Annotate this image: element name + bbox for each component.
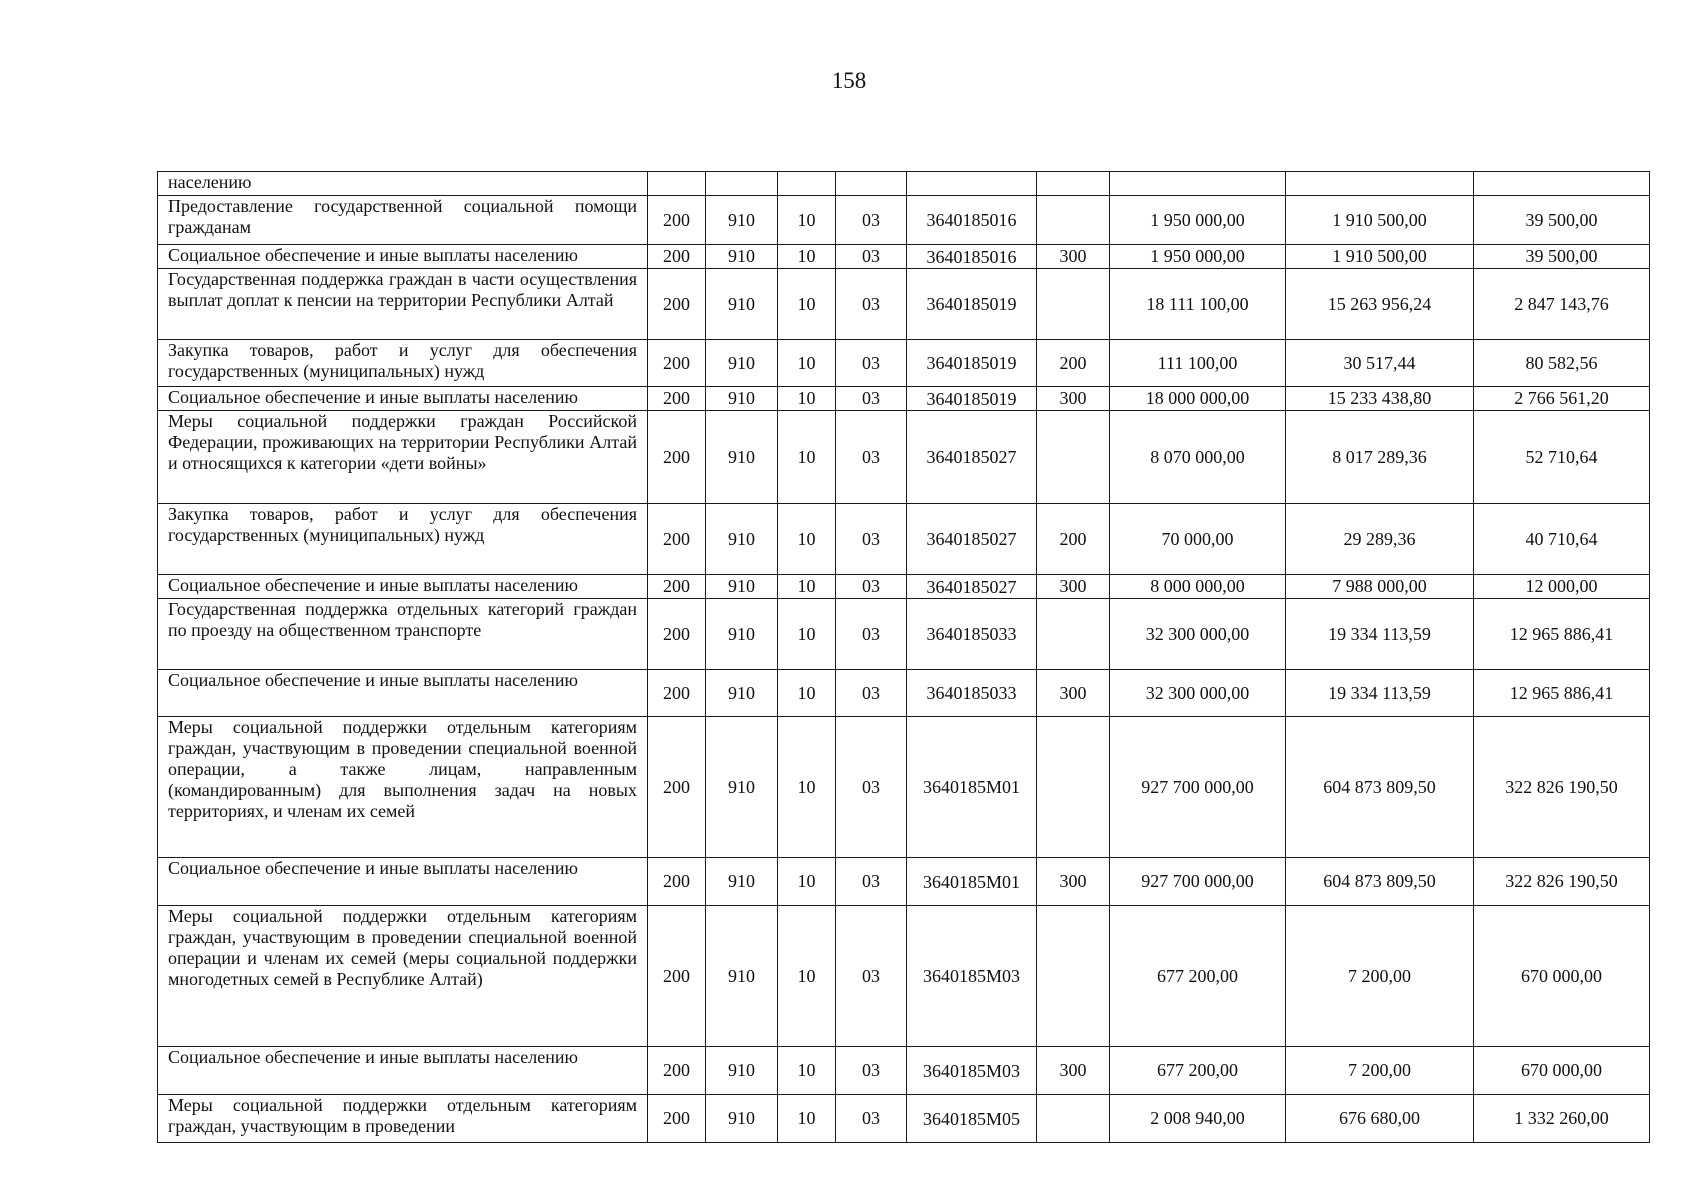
value-assigned: 1 950 000,00 <box>1110 196 1286 245</box>
code-section: 10 <box>778 717 836 858</box>
table-row <box>158 504 1650 575</box>
value-assigned: 927 700 000,00 <box>1110 858 1286 906</box>
value-assigned: 2 008 940,00 <box>1110 1095 1286 1143</box>
value-remaining: 2 847 143,76 <box>1474 269 1650 340</box>
value-assigned: 677 200,00 <box>1110 1047 1286 1095</box>
value-remaining: 322 826 190,50 <box>1474 717 1650 858</box>
code-section: 10 <box>778 906 836 1047</box>
code-admin: 200 <box>648 717 706 858</box>
code-expense-type <box>1037 1095 1110 1143</box>
table-row <box>158 575 1650 599</box>
code-department: 910 <box>706 245 778 269</box>
table-row <box>158 1095 1650 1143</box>
row-description: Меры социальной поддержки отдельным категориям граждан, участвующим в проведении специальной военной операции и членам их семей (меры социальной поддержки многодетных семей в Республике Алтай) <box>158 906 648 1047</box>
code-department: 910 <box>706 670 778 717</box>
code-section: 10 <box>778 411 836 504</box>
code-target-article: 3640185027 <box>907 575 1037 599</box>
code-subsection: 03 <box>836 575 907 599</box>
value-assigned: 32 300 000,00 <box>1110 599 1286 670</box>
code-target-article: 3640185016 <box>907 196 1037 245</box>
value-remaining <box>1474 172 1650 196</box>
code-admin <box>648 172 706 196</box>
code-target-article <box>907 172 1037 196</box>
row-description: Государственная поддержка отдельных категорий граждан по проезду на общественном транспорте <box>158 599 648 670</box>
code-department: 910 <box>706 269 778 340</box>
code-expense-type <box>1037 599 1110 670</box>
code-department: 910 <box>706 599 778 670</box>
value-assigned: 927 700 000,00 <box>1110 717 1286 858</box>
value-executed: 29 289,36 <box>1286 504 1474 575</box>
code-subsection: 03 <box>836 599 907 670</box>
value-executed <box>1286 172 1474 196</box>
code-expense-type: 300 <box>1037 387 1110 411</box>
code-department: 910 <box>706 196 778 245</box>
value-remaining: 40 710,64 <box>1474 504 1650 575</box>
code-target-article: 3640185033 <box>907 670 1037 717</box>
code-expense-type: 200 <box>1037 340 1110 387</box>
code-admin: 200 <box>648 269 706 340</box>
code-subsection: 03 <box>836 717 907 858</box>
code-expense-type: 300 <box>1037 858 1110 906</box>
row-description: Меры социальной поддержки отдельным категориям граждан, участвующим в проведении специальной военной операции, а также лицам, направленным (командированным) для выполнения задач на новых территориях, и членам их семей <box>158 717 648 858</box>
code-admin: 200 <box>648 1095 706 1143</box>
code-expense-type <box>1037 906 1110 1047</box>
value-assigned: 677 200,00 <box>1110 906 1286 1047</box>
value-executed: 15 233 438,80 <box>1286 387 1474 411</box>
value-executed: 7 988 000,00 <box>1286 575 1474 599</box>
value-executed: 604 873 809,50 <box>1286 858 1474 906</box>
code-department: 910 <box>706 717 778 858</box>
code-department: 910 <box>706 858 778 906</box>
code-target-article: 3640185M03 <box>907 1047 1037 1095</box>
code-subsection: 03 <box>836 1047 907 1095</box>
code-admin: 200 <box>648 387 706 411</box>
code-department: 910 <box>706 575 778 599</box>
value-remaining: 1 332 260,00 <box>1474 1095 1650 1143</box>
code-department: 910 <box>706 504 778 575</box>
code-subsection: 03 <box>836 196 907 245</box>
row-description: населению <box>158 172 648 196</box>
value-executed: 30 517,44 <box>1286 340 1474 387</box>
code-section: 10 <box>778 504 836 575</box>
code-expense-type: 300 <box>1037 575 1110 599</box>
value-remaining: 12 965 886,41 <box>1474 599 1650 670</box>
value-executed: 19 334 113,59 <box>1286 670 1474 717</box>
table-row <box>158 670 1650 717</box>
code-expense-type: 300 <box>1037 1047 1110 1095</box>
code-section: 10 <box>778 1047 836 1095</box>
value-assigned <box>1110 172 1286 196</box>
code-subsection: 03 <box>836 387 907 411</box>
code-section: 10 <box>778 387 836 411</box>
code-section: 10 <box>778 269 836 340</box>
value-executed: 1 910 500,00 <box>1286 196 1474 245</box>
code-subsection <box>836 172 907 196</box>
row-description: Социальное обеспечение и иные выплаты населению <box>158 1047 648 1095</box>
table-row <box>158 340 1650 387</box>
code-target-article: 3640185019 <box>907 269 1037 340</box>
code-target-article: 3640185M01 <box>907 717 1037 858</box>
code-department: 910 <box>706 1047 778 1095</box>
table-row <box>158 906 1650 1047</box>
code-subsection: 03 <box>836 245 907 269</box>
code-department: 910 <box>706 906 778 1047</box>
value-executed: 1 910 500,00 <box>1286 245 1474 269</box>
table-row <box>158 717 1650 858</box>
code-expense-type <box>1037 196 1110 245</box>
value-remaining: 670 000,00 <box>1474 1047 1650 1095</box>
code-section: 10 <box>778 670 836 717</box>
code-department: 910 <box>706 1095 778 1143</box>
value-remaining: 39 500,00 <box>1474 196 1650 245</box>
code-admin: 200 <box>648 196 706 245</box>
code-admin: 200 <box>648 858 706 906</box>
value-assigned: 18 000 000,00 <box>1110 387 1286 411</box>
code-admin: 200 <box>648 1047 706 1095</box>
code-subsection: 03 <box>836 906 907 1047</box>
row-description: Социальное обеспечение и иные выплаты населению <box>158 575 648 599</box>
value-executed: 604 873 809,50 <box>1286 717 1474 858</box>
code-subsection: 03 <box>836 269 907 340</box>
value-executed: 19 334 113,59 <box>1286 599 1474 670</box>
code-admin: 200 <box>648 599 706 670</box>
row-description: Меры социальной поддержки отдельным категориям граждан, участвующим в проведении <box>158 1095 648 1143</box>
row-description: Социальное обеспечение и иные выплаты населению <box>158 245 648 269</box>
code-target-article: 3640185M03 <box>907 906 1037 1047</box>
code-section: 10 <box>778 340 836 387</box>
value-executed: 7 200,00 <box>1286 906 1474 1047</box>
code-expense-type: 200 <box>1037 504 1110 575</box>
code-expense-type <box>1037 411 1110 504</box>
value-remaining: 12 000,00 <box>1474 575 1650 599</box>
value-assigned: 8 070 000,00 <box>1110 411 1286 504</box>
code-target-article: 3640185027 <box>907 504 1037 575</box>
code-subsection: 03 <box>836 858 907 906</box>
code-section: 10 <box>778 245 836 269</box>
table-row <box>158 172 1650 196</box>
code-target-article: 3640185033 <box>907 599 1037 670</box>
row-description: Меры социальной поддержки граждан Российской Федерации, проживающих на территории Республики Алтай и относящихся к категории «дети войны» <box>158 411 648 504</box>
value-assigned: 70 000,00 <box>1110 504 1286 575</box>
code-department <box>706 172 778 196</box>
code-section: 10 <box>778 196 836 245</box>
code-admin: 200 <box>648 411 706 504</box>
value-executed: 15 263 956,24 <box>1286 269 1474 340</box>
code-admin: 200 <box>648 504 706 575</box>
table-row <box>158 245 1650 269</box>
code-expense-type <box>1037 269 1110 340</box>
code-section <box>778 172 836 196</box>
value-remaining: 670 000,00 <box>1474 906 1650 1047</box>
code-target-article: 3640185M05 <box>907 1095 1037 1143</box>
code-department: 910 <box>706 411 778 504</box>
row-description: Социальное обеспечение и иные выплаты населению <box>158 670 648 717</box>
code-subsection: 03 <box>836 1095 907 1143</box>
value-remaining: 2 766 561,20 <box>1474 387 1650 411</box>
code-target-article: 3640185M01 <box>907 858 1037 906</box>
row-description: Государственная поддержка граждан в части осуществления выплат доплат к пенсии на территории Республики Алтай <box>158 269 648 340</box>
value-assigned: 1 950 000,00 <box>1110 245 1286 269</box>
value-executed: 676 680,00 <box>1286 1095 1474 1143</box>
code-department: 910 <box>706 387 778 411</box>
table-row <box>158 411 1650 504</box>
table-row <box>158 269 1650 340</box>
code-admin: 200 <box>648 906 706 1047</box>
row-description: Социальное обеспечение и иные выплаты населению <box>158 858 648 906</box>
code-expense-type: 300 <box>1037 245 1110 269</box>
code-target-article: 3640185016 <box>907 245 1037 269</box>
code-subsection: 03 <box>836 504 907 575</box>
code-section: 10 <box>778 599 836 670</box>
row-description: Закупка товаров, работ и услуг для обеспечения государственных (муниципальных) нужд <box>158 340 648 387</box>
code-department: 910 <box>706 340 778 387</box>
code-section: 10 <box>778 858 836 906</box>
value-remaining: 80 582,56 <box>1474 340 1650 387</box>
code-admin: 200 <box>648 670 706 717</box>
code-target-article: 3640185019 <box>907 387 1037 411</box>
code-expense-type <box>1037 172 1110 196</box>
table-row <box>158 196 1650 245</box>
value-assigned: 32 300 000,00 <box>1110 670 1286 717</box>
value-remaining: 12 965 886,41 <box>1474 670 1650 717</box>
row-description: Закупка товаров, работ и услуг для обеспечения государственных (муниципальных) нужд <box>158 504 648 575</box>
budget-table <box>157 171 1650 1143</box>
code-target-article: 3640185027 <box>907 411 1037 504</box>
code-admin: 200 <box>648 245 706 269</box>
code-section: 10 <box>778 575 836 599</box>
budget-table-body <box>158 172 1650 1143</box>
value-remaining: 52 710,64 <box>1474 411 1650 504</box>
code-admin: 200 <box>648 575 706 599</box>
row-description: Социальное обеспечение и иные выплаты населению <box>158 387 648 411</box>
code-admin: 200 <box>648 340 706 387</box>
value-assigned: 18 111 100,00 <box>1110 269 1286 340</box>
table-row <box>158 387 1650 411</box>
value-assigned: 111 100,00 <box>1110 340 1286 387</box>
value-executed: 7 200,00 <box>1286 1047 1474 1095</box>
code-subsection: 03 <box>836 411 907 504</box>
value-remaining: 322 826 190,50 <box>1474 858 1650 906</box>
table-row <box>158 1047 1650 1095</box>
code-section: 10 <box>778 1095 836 1143</box>
value-executed: 8 017 289,36 <box>1286 411 1474 504</box>
table-row <box>158 599 1650 670</box>
table-row <box>158 858 1650 906</box>
code-target-article: 3640185019 <box>907 340 1037 387</box>
code-expense-type: 300 <box>1037 670 1110 717</box>
row-description: Предоставление государственной социальной помощи гражданам <box>158 196 648 245</box>
code-subsection: 03 <box>836 340 907 387</box>
page-number: 158 <box>831 68 867 93</box>
code-subsection: 03 <box>836 670 907 717</box>
value-assigned: 8 000 000,00 <box>1110 575 1286 599</box>
code-expense-type <box>1037 717 1110 858</box>
value-remaining: 39 500,00 <box>1474 245 1650 269</box>
